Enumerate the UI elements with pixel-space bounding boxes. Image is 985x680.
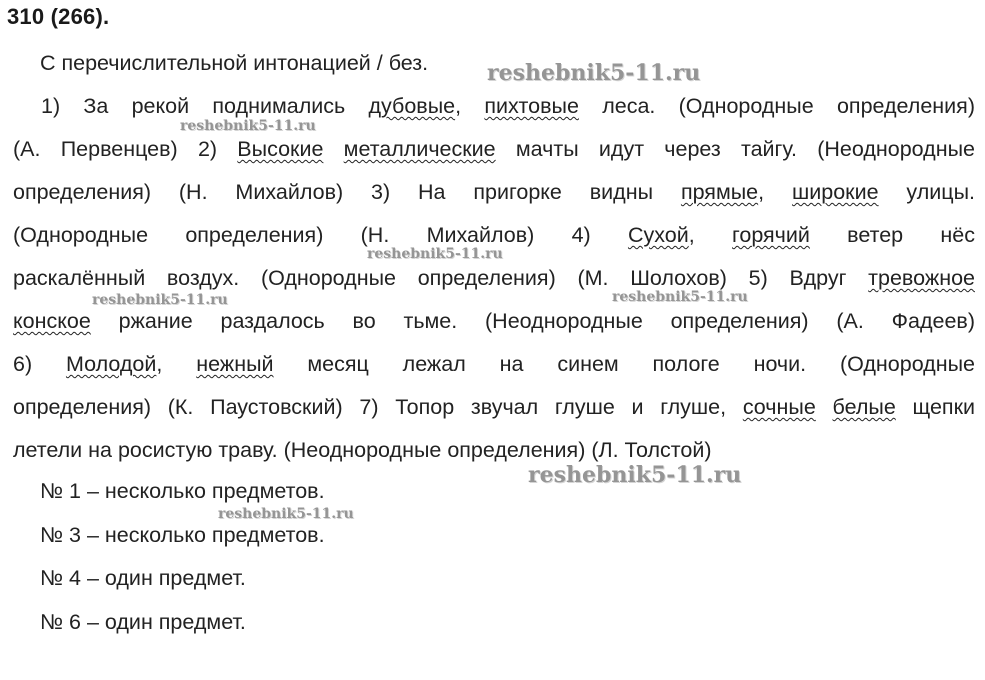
- text-span: ветер нёс: [809, 223, 975, 247]
- underlined-word: нежный: [196, 352, 274, 376]
- text-span: месяц лежал на синем пологе ночи. (Однородные: [273, 352, 976, 376]
- text-span: [816, 395, 833, 419]
- text-span: (Однородные определения) (Н. Михайлов) 4): [13, 223, 628, 247]
- underlined-word: белые: [832, 395, 896, 419]
- answer-item: № 1 – несколько предметов.: [40, 479, 325, 503]
- text-span: ,: [688, 223, 732, 247]
- underlined-word: прямые: [680, 180, 759, 204]
- text-line-8: [13, 386, 975, 429]
- text-span: определения) (К. Паустовский) 7) Топор звучал глуше и глуше,: [13, 395, 743, 419]
- text-line-7: [13, 343, 975, 386]
- text-span: 6): [13, 352, 66, 376]
- text-line-6: [13, 300, 975, 343]
- underlined-word: горячий: [732, 223, 810, 247]
- underlined-word: дубовые: [368, 94, 456, 118]
- text-line-9: летели на росистую траву. (Неоднородные определения) (Л. Толстой): [13, 438, 712, 462]
- underlined-word: тревожное: [868, 266, 975, 290]
- text-span: ,: [455, 94, 485, 118]
- underlined-word: Высокие: [237, 137, 324, 161]
- text-span: [323, 137, 343, 161]
- underlined-word: Сухой: [627, 223, 689, 247]
- watermark: reshebnik5-11.ru: [218, 506, 354, 522]
- text-line-2: [13, 128, 975, 171]
- exercise-text: [13, 85, 975, 472]
- text-span: раскалённый воздух. (Однородные определения) (М. Шолохов) 5) Вдруг: [13, 266, 869, 290]
- text-span: (А. Первенцев) 2): [13, 137, 238, 161]
- text-span: улицы.: [878, 180, 975, 204]
- text-span: ржание раздалось во тьме. (Неоднородные определения) (А. Фадеев): [90, 309, 975, 333]
- text-span: определения) (Н. Михайлов) 3) На пригорке видны: [13, 180, 681, 204]
- text-line-1: [13, 85, 975, 128]
- watermark: reshebnik5-11.ru: [528, 462, 742, 488]
- text-span: мачты идут через тайгу. (Неоднородные: [495, 137, 975, 161]
- exercise-number: 310 (266).: [7, 4, 110, 29]
- text-span: щепки: [895, 395, 975, 419]
- underlined-word: сочные: [742, 395, 816, 419]
- answer-item: № 6 – один предмет.: [40, 609, 246, 634]
- watermark: reshebnik5-11.ru: [367, 246, 503, 262]
- underlined-word: металлические: [343, 137, 496, 161]
- watermark: reshebnik5-11.ru: [612, 289, 748, 305]
- text-span: ,: [156, 352, 197, 376]
- underlined-word: широкие: [792, 180, 879, 204]
- underlined-word: конское: [13, 309, 91, 333]
- answer-item: № 4 – один предмет.: [40, 566, 246, 590]
- watermark: reshebnik5-11.ru: [180, 118, 316, 134]
- underlined-word: пихтовые: [484, 94, 579, 118]
- answer-item: № 3 – несколько предметов.: [40, 522, 325, 547]
- text-span: ,: [758, 180, 792, 204]
- intro-line: С перечислительной интонацией / без.: [40, 51, 429, 75]
- answers-list: [40, 470, 325, 644]
- text-span: 1) За рекой поднимались: [41, 94, 369, 118]
- underlined-word: Молодой: [65, 352, 157, 376]
- text-line-4: [13, 214, 975, 257]
- text-span: леса. (Однородные определения): [578, 94, 975, 118]
- text-line-5: [13, 257, 975, 300]
- text-line-3: [13, 171, 975, 214]
- watermark: reshebnik5-11.ru: [487, 60, 701, 86]
- watermark: reshebnik5-11.ru: [92, 292, 228, 308]
